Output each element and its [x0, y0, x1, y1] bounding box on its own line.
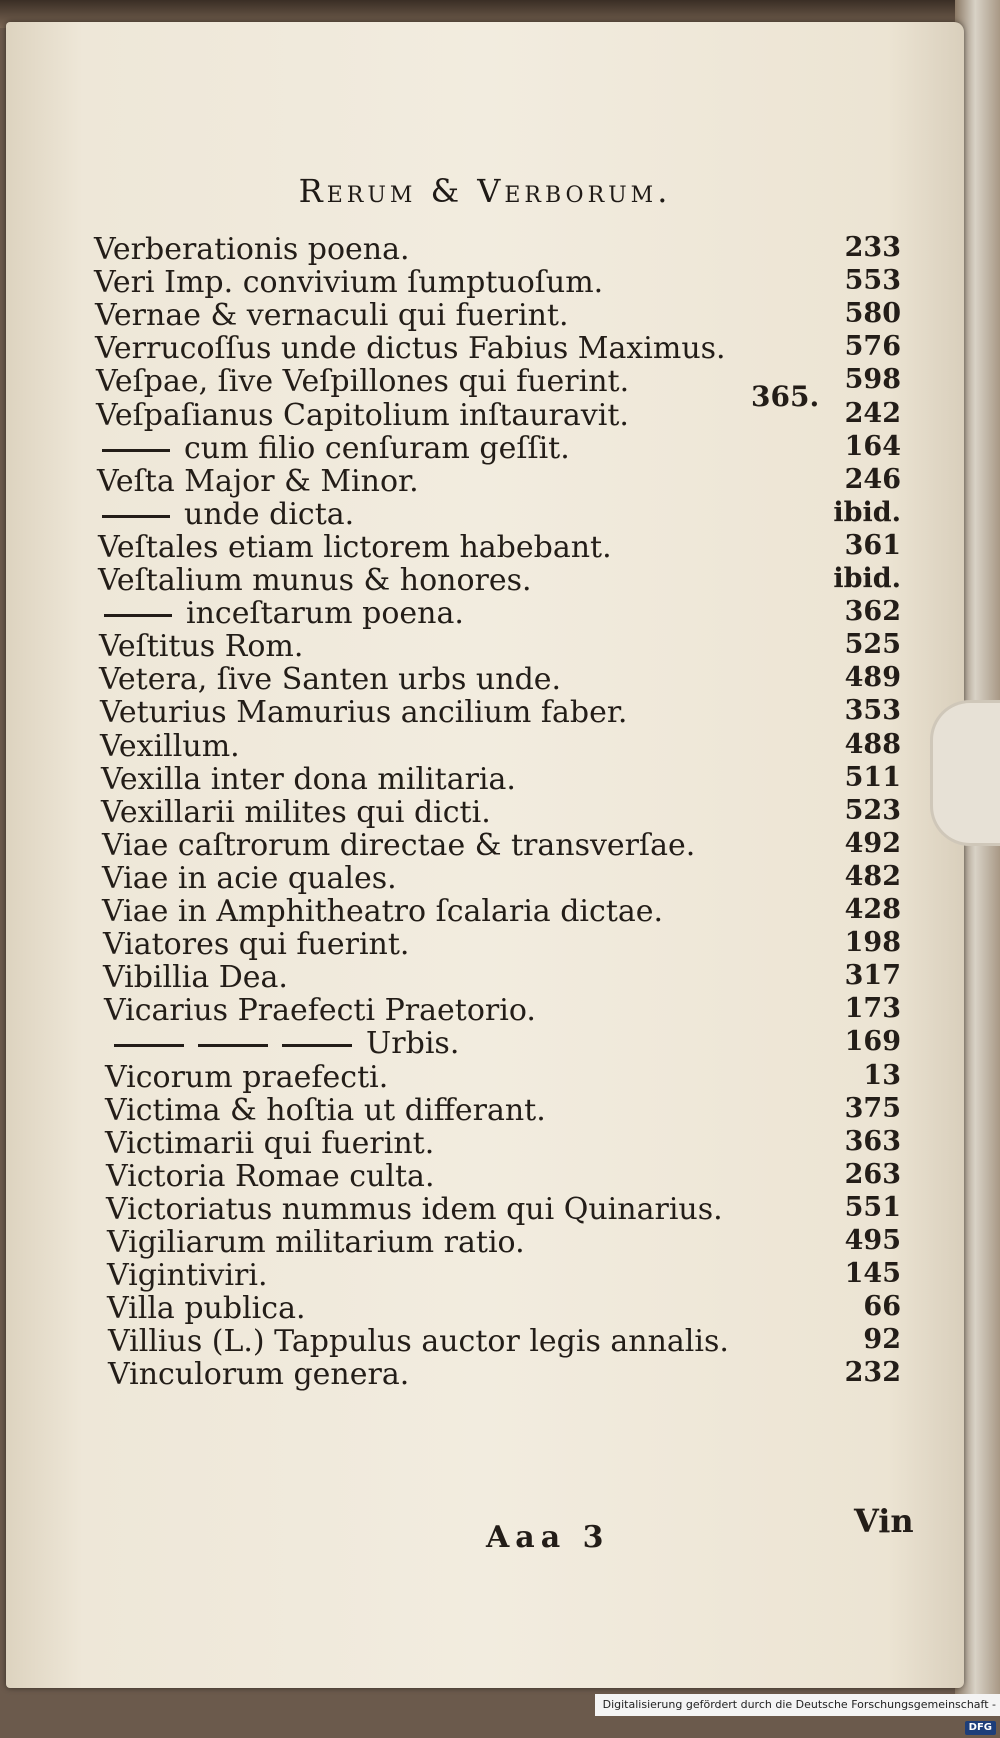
ditto-dash — [102, 449, 170, 452]
entry-term — [98, 530, 612, 565]
ditto-dash — [104, 614, 172, 617]
entry-term-text: Victima & hoſtia ut differant. — [105, 1093, 546, 1128]
index-entry — [102, 894, 901, 928]
entry-term — [107, 1291, 306, 1326]
index-entry — [106, 1192, 901, 1226]
index-entry — [101, 795, 901, 829]
index-entry — [107, 1291, 901, 1325]
entry-page-number: 233 — [844, 232, 901, 263]
index-entry — [95, 331, 901, 365]
bookmark-tab — [930, 700, 1000, 846]
entry-term — [98, 563, 532, 598]
entry-term-text: Vexillarii milites qui dicti. — [101, 795, 491, 830]
digitization-footer — [595, 1694, 1000, 1733]
index-entry — [102, 861, 901, 895]
index-entry — [97, 431, 901, 465]
entry-page-number: 198 — [844, 927, 901, 958]
entry-page-number: 66 — [863, 1291, 901, 1322]
entry-page-number: 353 — [844, 695, 901, 726]
footer-text: Digitalisierung gefördert durch die Deutsche Forschungsgemeinschaft - — [602, 1698, 996, 1711]
entry-term — [114, 1026, 459, 1061]
entry-term — [101, 795, 491, 830]
entry-term-text: Villa publica. — [107, 1291, 306, 1326]
entry-page-number: 145 — [844, 1258, 901, 1289]
entry-term — [107, 1225, 525, 1260]
entry-page-number: 511 — [844, 762, 901, 793]
index-entry — [105, 1093, 901, 1127]
entry-page-number: 375 — [844, 1093, 901, 1124]
entry-term-text: unde dicta. — [184, 497, 355, 532]
entry-term-text: Urbis. — [366, 1026, 460, 1061]
index-entry — [100, 729, 901, 763]
entry-term — [95, 331, 726, 366]
entry-term-text: Veſta Major & Minor. — [97, 464, 419, 499]
entry-term-text: Vigiliarum militarium ratio. — [107, 1225, 525, 1260]
index-entry — [99, 596, 901, 630]
ditto-dash — [102, 515, 170, 518]
entry-term — [99, 629, 303, 664]
entry-term — [103, 960, 288, 995]
entry-page-number: 482 — [844, 861, 901, 892]
entry-term-text: Veſtalium munus & honores. — [98, 563, 532, 598]
index-entry — [104, 993, 901, 1027]
index-entry — [98, 563, 901, 597]
index-entry — [94, 232, 901, 266]
index-entry — [103, 960, 901, 994]
entry-term-text: Veri Imp. convivium ſumptuoſum. — [94, 265, 604, 300]
entry-term-text: Vicarius Praefecti Praetorio. — [104, 993, 536, 1028]
index-entry — [106, 1159, 901, 1193]
entry-page-number: 489 — [844, 662, 901, 693]
entry-page-number: 598 — [844, 364, 901, 395]
index-entry — [104, 1026, 901, 1060]
entry-page-number: ibid. — [833, 497, 901, 528]
entry-term-text: Viae in acie quales. — [102, 861, 397, 896]
entry-term — [96, 398, 629, 433]
entry-term-text: cum filio cenſuram geſſit. — [184, 431, 570, 466]
entry-term — [102, 497, 354, 532]
entry-page-number: 164 — [844, 431, 901, 462]
index-entry — [107, 1258, 901, 1292]
entry-page-number: 363 — [844, 1126, 901, 1157]
index-entry — [98, 530, 901, 564]
entry-page-number: 362 — [844, 596, 901, 627]
entry-page-number: 576 — [844, 331, 901, 362]
entry-term-text: Verberationis poena. — [94, 232, 410, 267]
entry-term-text: Veturius Mamurius ancilium faber. — [100, 695, 628, 730]
entry-page-number: 488 — [844, 729, 901, 760]
index-entry — [105, 1060, 901, 1094]
entry-term — [103, 927, 409, 962]
entry-term — [96, 364, 629, 399]
entry-page-number: 523 — [844, 795, 901, 826]
entry-page-number: 492 — [844, 828, 901, 859]
entry-term — [105, 1093, 546, 1128]
entry-page-number: 232 — [844, 1357, 901, 1388]
index-entry — [105, 1126, 901, 1160]
page-header: Rerum & Verborum. — [298, 172, 672, 210]
catchword: Vin — [854, 1502, 914, 1540]
entry-term — [107, 1258, 268, 1293]
entry-term — [100, 695, 627, 730]
index-entry — [99, 629, 901, 663]
entry-page-number: 361 — [844, 530, 901, 561]
ditto-dash — [282, 1044, 352, 1047]
index-entry — [107, 1225, 901, 1259]
entry-term-text: Vetera, ſive Santen urbs unde. — [99, 662, 562, 697]
entry-term-text: Vinculorum genera. — [108, 1357, 410, 1392]
entry-term — [94, 232, 410, 267]
entry-term-text: inceſtarum poena. — [186, 596, 464, 631]
ditto-dash — [198, 1044, 268, 1047]
entry-page-number: 495 — [844, 1225, 901, 1256]
index-entry — [103, 927, 901, 961]
entry-term — [102, 828, 695, 863]
entry-term-text: Victimarii qui fuerint. — [105, 1126, 435, 1161]
entry-page-number: 242 — [844, 398, 901, 429]
entry-page-number: 317 — [844, 960, 901, 991]
entry-page-number: 92 — [863, 1324, 901, 1355]
entry-page-number: 553 — [844, 265, 901, 296]
entry-term — [102, 861, 397, 896]
entry-page-number: 428 — [844, 894, 901, 925]
index-entry — [102, 828, 901, 862]
index-entry — [99, 662, 901, 696]
index-entry — [95, 298, 901, 332]
entry-term-text: Veſpae, ſive Veſpillones qui fuerint. — [96, 364, 630, 399]
entry-term-text: Viae in Amphitheatro ſcalaria dictae. — [102, 894, 664, 929]
entry-term-text: Veſpaſianus Capitolium inſtauravit. — [96, 398, 629, 433]
entry-term-text: Victoriatus nummus idem qui Quinarius. — [106, 1192, 723, 1227]
entry-term — [105, 1060, 388, 1095]
dfg-logo: DFG — [965, 1721, 996, 1735]
entry-term — [102, 894, 663, 929]
entry-term-text: Villius (L.) Tappulus auctor legis annalis. — [108, 1324, 729, 1359]
entry-page-number: 173 — [844, 993, 901, 1024]
entry-term-text: Verrucoſſus unde dictus Fabius Maximus. — [95, 331, 726, 366]
entry-term-text: Vicorum praefecti. — [105, 1060, 389, 1095]
entry-page-number: ibid. — [833, 563, 901, 594]
index-entry — [108, 1324, 901, 1358]
entry-term-text: Vernae & vernaculi qui fuerint. — [95, 298, 569, 333]
extra-page-reference: 365. — [751, 380, 820, 413]
entry-term — [99, 662, 561, 697]
entry-term — [106, 1159, 434, 1194]
entry-term-text: Vexilla inter dona militaria. — [101, 762, 516, 797]
entry-term — [108, 1357, 409, 1392]
index-entry — [100, 695, 901, 729]
entry-term-text: Veſtitus Rom. — [99, 629, 304, 664]
entry-page-number: 169 — [844, 1026, 901, 1057]
book-page — [6, 22, 964, 1688]
index-entry — [94, 265, 901, 299]
entry-term-text: Viatores qui fuerint. — [103, 927, 410, 962]
entry-term — [104, 596, 464, 631]
entry-term — [106, 1192, 723, 1227]
entry-page-number: 580 — [844, 298, 901, 329]
entry-page-number: 13 — [863, 1060, 901, 1091]
entry-page-number: 525 — [844, 629, 901, 660]
index-entry — [108, 1357, 901, 1391]
ditto-dash — [114, 1044, 184, 1047]
entry-term — [105, 1126, 434, 1161]
entry-page-number: 263 — [844, 1159, 901, 1190]
entry-term-text: Vibillia Dea. — [103, 960, 288, 995]
entry-term — [104, 993, 536, 1028]
entry-term — [108, 1324, 729, 1359]
entry-term — [100, 729, 240, 764]
entry-page-number: 551 — [844, 1192, 901, 1223]
entry-term — [102, 431, 570, 466]
entry-page-number: 246 — [844, 464, 901, 495]
entry-term-text: Vigintiviri. — [107, 1258, 268, 1293]
entry-term-text: Vexillum. — [100, 729, 240, 764]
entry-term-text: Veſtales etiam lictorem habebant. — [98, 530, 612, 565]
index-entry — [97, 464, 901, 498]
entry-term-text: Victoria Romae culta. — [106, 1159, 435, 1194]
entry-term-text: Viae caſtrorum directae & transverſae. — [102, 828, 696, 863]
entry-term — [97, 464, 419, 499]
entry-term — [94, 265, 603, 300]
index-entry — [101, 762, 901, 796]
entry-term — [95, 298, 569, 333]
entry-term — [101, 762, 516, 797]
index-entry — [97, 497, 901, 531]
signature-mark: Aaa 3 — [486, 1520, 610, 1555]
